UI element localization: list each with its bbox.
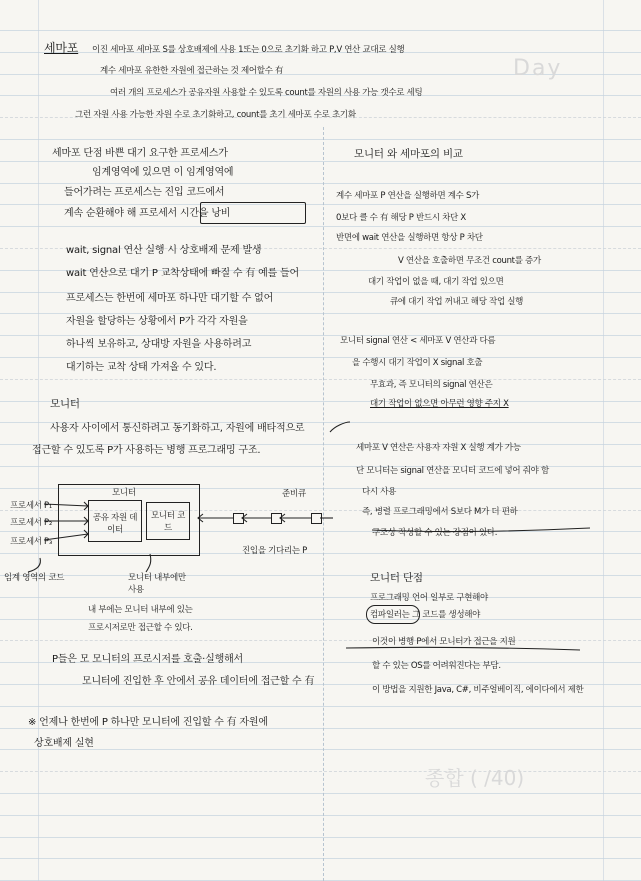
compare-title: 모니터 와 세마포의 비교: [354, 148, 463, 160]
top-line-3: 여러 개의 프로세스가 공유자원 사용할 수 있도록 count를 자원의 사용 가능 갯수로 세팅: [110, 88, 423, 98]
bottom-line-1: P들은 모 모니터의 프로시저를 호출·실행해서: [52, 654, 244, 665]
shared-data-label: 공유 자원 데이터: [92, 513, 138, 535]
wait-label: 진입을 기다리는 P: [242, 546, 308, 556]
cons-line-4: 할 수 있는 OS를 어려워진다는 부담.: [372, 661, 501, 671]
monitor-desc-1: 사용자 사이에서 통신하려고 동기화하고, 자원에 배타적으로: [50, 423, 305, 434]
compare-line-3: 반면에 wait 연산을 실행하면 항상 P 차단: [336, 233, 483, 243]
compare-line-9: 무효과, 즉 모니터의 signal 연산은: [370, 380, 493, 390]
compare-line-4: V 연산을 호출하면 무조건 count를 증가: [398, 256, 541, 266]
top-line-2: 계수 세마포 유한한 자원에 접근하는 것 제어할수 有: [100, 66, 284, 76]
ghost-day-label: Day: [513, 56, 563, 81]
diagram-process-1: 프로세서 P₁: [10, 501, 52, 511]
sema-issue-2: 임계영역에 있으면 이 임계영역에: [92, 167, 234, 178]
bottom-line-2: 모니터에 진입한 후 안에서 공유 데이터에 접근할 수 有: [82, 676, 315, 687]
compare-line-14: 즉, 병렬 프로그래밍에서 S보다 M가 더 편하: [362, 507, 518, 517]
top-heading: 세마포: [44, 41, 79, 55]
top-line-4: 그런 자원 사용 가능한 자원 수로 초기화하고, count를 초기 세마포 수로 초기화: [75, 110, 356, 120]
queue-label: 준비큐: [282, 489, 306, 499]
ghost-page-label: 종합 ( /40): [425, 766, 525, 790]
monitor-internal-label: 모니터 내부에만 사용: [128, 573, 186, 595]
compare-line-1: 계수 세마포 P 연산을 실행하면 계수 S가: [336, 191, 479, 201]
sema-issue-8: 자원을 할당하는 상황에서 P가 각각 자원을: [66, 316, 248, 327]
sema-issue-10: 대기하는 교착 상태 가져올 수 있다.: [66, 362, 217, 373]
internal-note-2: 프로시저로만 접근할 수 있다.: [88, 623, 193, 633]
cons-line-5: 이 방법을 지원한 Java, C#, 비주얼베이직, 에이다에서 제한: [372, 685, 584, 695]
diagram-process-2: 프로세서 P₂: [10, 518, 52, 528]
cons-line-1: 프로그래밍 언어 일부로 구현해야: [370, 593, 488, 603]
internal-note-1: 내 부에는 모니터 내부에 있는: [88, 605, 193, 615]
compare-line-11: 세마포 V 연산은 사용자 자원 X 실행 계가 가능: [356, 443, 521, 453]
compare-line-15: 구조상 작성할 수 있는 장점이 있다.: [372, 528, 498, 538]
compare-line-12: 단 모니터는 signal 연산을 모니터 코드에 넣어 줘야 함: [356, 466, 549, 476]
sema-issue-1: 세마포 단점 바쁜 대기 요구한 프로세스가: [52, 148, 228, 159]
diagram-process-3: 프로세서 P₃: [10, 537, 52, 547]
compare-line-2: 0보다 클 수 有 해당 P 반드시 차단 X: [336, 213, 466, 223]
bottom-line-3: ※ 언제나 한번에 P 하나만 모니터에 진입할 수 有 자원에: [28, 717, 268, 728]
monitor-title: 모니터: [50, 398, 80, 410]
cons-line-3: 이것이 병행 P에서 모니터가 접근을 지원: [372, 637, 516, 647]
sema-issue-5: wait, signal 연산 실행 시 상호배제 문제 발생: [66, 245, 262, 256]
compare-line-5: 대기 작업이 없을 때, 대기 작업 있으면: [368, 277, 504, 287]
compare-line-7: 모니터 signal 연산 < 세마포 V 연산과 다름: [340, 336, 496, 346]
compare-line-10: 대기 작업이 없으면 아무런 영향 주지 X: [370, 399, 509, 409]
critical-label: 임계 영역의 코드: [4, 573, 65, 583]
bottom-line-4: 상호배제 실현: [34, 738, 94, 749]
compare-line-8: 을 수행시 대기 작업이 X signal 호출: [352, 358, 483, 368]
monitor-desc-2: 접근할 수 있도록 P가 사용하는 병행 프로그래밍 구조.: [32, 445, 261, 456]
top-line-1: 이진 세마포 세마포 S를 상호배제에 사용 1또는 0으로 초기화 하고 P,V 연산 교대로 실행: [92, 45, 405, 55]
sema-issue-9: 하나씩 보유하고, 상대방 자원을 사용하려고: [66, 339, 252, 350]
boxed-note-right: [366, 605, 420, 624]
monitor-code-label: 모니터 코드: [150, 511, 186, 533]
sema-issue-3: 들어가려는 프로세스는 진입 코드에서: [64, 187, 225, 198]
diagram-monitor-title: 모니터: [112, 488, 136, 498]
sema-issue-6: wait 연산으로 대기 P 교착상태에 빠질 수 有 예를 들어: [66, 268, 299, 279]
cons-title: 모니터 단점: [370, 572, 423, 584]
sema-issue-7: 프로세스는 한번에 세마포 하나만 대기할 수 없어: [66, 293, 274, 304]
compare-line-13: 다시 사용: [362, 487, 397, 497]
boxed-note-left: [200, 202, 306, 224]
cons-line-2: 컴파일러는 그 코드를 생성해야: [370, 610, 481, 620]
sema-issue-4: 계속 순환해야 해 프로세서 시간을 낭비: [64, 208, 231, 219]
compare-line-6: 큐에 대기 작업 꺼내고 해당 작업 실행: [390, 297, 524, 307]
